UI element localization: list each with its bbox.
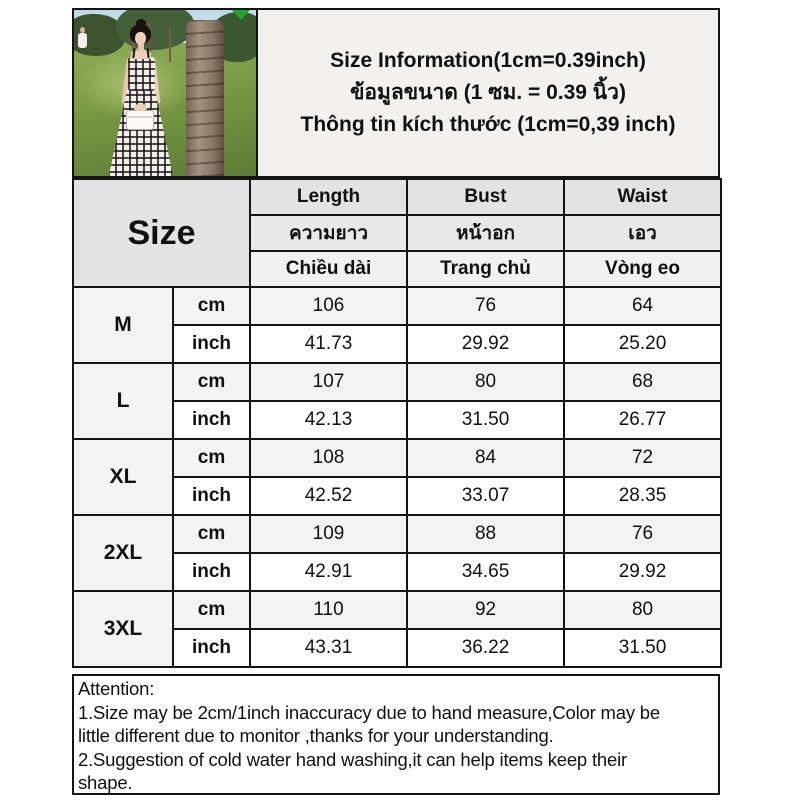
value-l-cm-bust: 80 xyxy=(407,363,564,401)
value-3xl-inch-bust: 36.22 xyxy=(407,629,564,667)
value-l-inch-waist: 26.77 xyxy=(564,401,721,439)
value-l-cm-waist: 68 xyxy=(564,363,721,401)
table-row xyxy=(73,591,721,629)
table-row xyxy=(73,287,721,325)
table-row xyxy=(73,363,721,401)
value-l-cm-length: 107 xyxy=(250,363,407,401)
value-m-cm-waist: 64 xyxy=(564,287,721,325)
model-neck xyxy=(138,44,144,52)
col-header-bust-th: หน้าอก xyxy=(407,215,564,251)
value-2xl-inch-length: 42.91 xyxy=(250,553,407,591)
handbag-flap xyxy=(126,116,154,118)
background-person-head xyxy=(80,27,85,33)
col-header-waist-th: เอว xyxy=(564,215,721,251)
value-l-inch-length: 42.13 xyxy=(250,401,407,439)
value-xl-inch-waist: 28.35 xyxy=(564,477,721,515)
value-3xl-cm-bust: 92 xyxy=(407,591,564,629)
col-header-bust-vi: Trang chủ xyxy=(407,251,564,287)
value-xl-cm-bust: 84 xyxy=(407,439,564,477)
tree-trunk xyxy=(169,28,171,62)
product-photo xyxy=(74,10,258,176)
attention-line: 2.Suggestion of cold water hand washing,it can help items keep their xyxy=(78,748,627,770)
col-header-bust-en: Bust xyxy=(407,179,564,215)
value-3xl-inch-length: 43.31 xyxy=(250,629,407,667)
size-label-m: M xyxy=(73,287,173,363)
attention-line: shape. xyxy=(78,772,133,793)
value-xl-cm-length: 108 xyxy=(250,439,407,477)
size-label-l: L xyxy=(73,363,173,439)
gingham-dress-bodice xyxy=(128,57,155,91)
size-label-xl: XL xyxy=(73,439,173,515)
col-header-waist-vi: Vòng eo xyxy=(564,251,721,287)
size-label-3xl: 3XL xyxy=(73,591,173,667)
unit-label: cm xyxy=(173,363,250,401)
top-section xyxy=(72,8,720,178)
value-2xl-inch-waist: 29.92 xyxy=(564,553,721,591)
col-header-waist-en: Waist xyxy=(564,179,721,215)
size-label-2xl: 2XL xyxy=(73,515,173,591)
value-xl-cm-waist: 72 xyxy=(564,439,721,477)
value-m-inch-waist: 25.20 xyxy=(564,325,721,363)
value-m-inch-length: 41.73 xyxy=(250,325,407,363)
value-2xl-cm-bust: 88 xyxy=(407,515,564,553)
attention-line: little different due to monitor ,thanks for your understanding. xyxy=(78,725,554,746)
unit-label: inch xyxy=(173,325,250,363)
attention-line: 1.Size may be 2cm/1inch inaccuracy due to hand measure,Color may be xyxy=(78,701,660,723)
palm-tree-trunk xyxy=(186,20,224,176)
value-m-cm-length: 106 xyxy=(250,287,407,325)
unit-label: cm xyxy=(173,287,250,325)
unit-label: inch xyxy=(173,629,250,667)
white-handbag xyxy=(126,110,154,130)
value-3xl-cm-waist: 80 xyxy=(564,591,721,629)
header-title-en: Size Information(1cm=0.39inch) xyxy=(330,49,646,72)
header-row-en xyxy=(73,179,721,215)
value-3xl-inch-waist: 31.50 xyxy=(564,629,721,667)
model-hair-bun xyxy=(136,19,146,27)
col-header-length-th: ความยาว xyxy=(250,215,407,251)
background-person xyxy=(78,33,87,48)
size-info-header xyxy=(258,10,718,176)
value-3xl-cm-length: 110 xyxy=(250,591,407,629)
value-2xl-inch-bust: 34.65 xyxy=(407,553,564,591)
value-l-inch-bust: 31.50 xyxy=(407,401,564,439)
header-title-th: ข้อมูลขนาด (1 ซม. = 0.39 นิ้ว) xyxy=(350,81,626,104)
unit-label: cm xyxy=(173,515,250,553)
col-header-length-en: Length xyxy=(250,179,407,215)
table-row xyxy=(73,515,721,553)
col-header-length-vi: Chiều dài xyxy=(250,251,407,287)
table-row xyxy=(73,439,721,477)
value-m-cm-bust: 76 xyxy=(407,287,564,325)
unit-label: cm xyxy=(173,591,250,629)
unit-label: cm xyxy=(173,439,250,477)
size-table xyxy=(72,178,722,668)
unit-label: inch xyxy=(173,401,250,439)
attention-title: Attention: xyxy=(78,678,155,699)
value-m-inch-bust: 29.92 xyxy=(407,325,564,363)
model-face xyxy=(135,32,146,45)
attention-box xyxy=(72,674,720,795)
value-2xl-cm-waist: 76 xyxy=(564,515,721,553)
value-xl-inch-length: 42.52 xyxy=(250,477,407,515)
unit-label: inch xyxy=(173,553,250,591)
model-hands xyxy=(134,104,147,111)
palm-trunk-rings xyxy=(186,20,224,176)
value-xl-inch-bust: 33.07 xyxy=(407,477,564,515)
unit-label: inch xyxy=(173,477,250,515)
value-2xl-cm-length: 109 xyxy=(250,515,407,553)
green-corner-badge-icon xyxy=(232,10,250,20)
header-title-vi: Thông tin kích thước (1cm=0,39 inch) xyxy=(300,113,676,136)
size-header-cell: Size xyxy=(73,179,250,287)
